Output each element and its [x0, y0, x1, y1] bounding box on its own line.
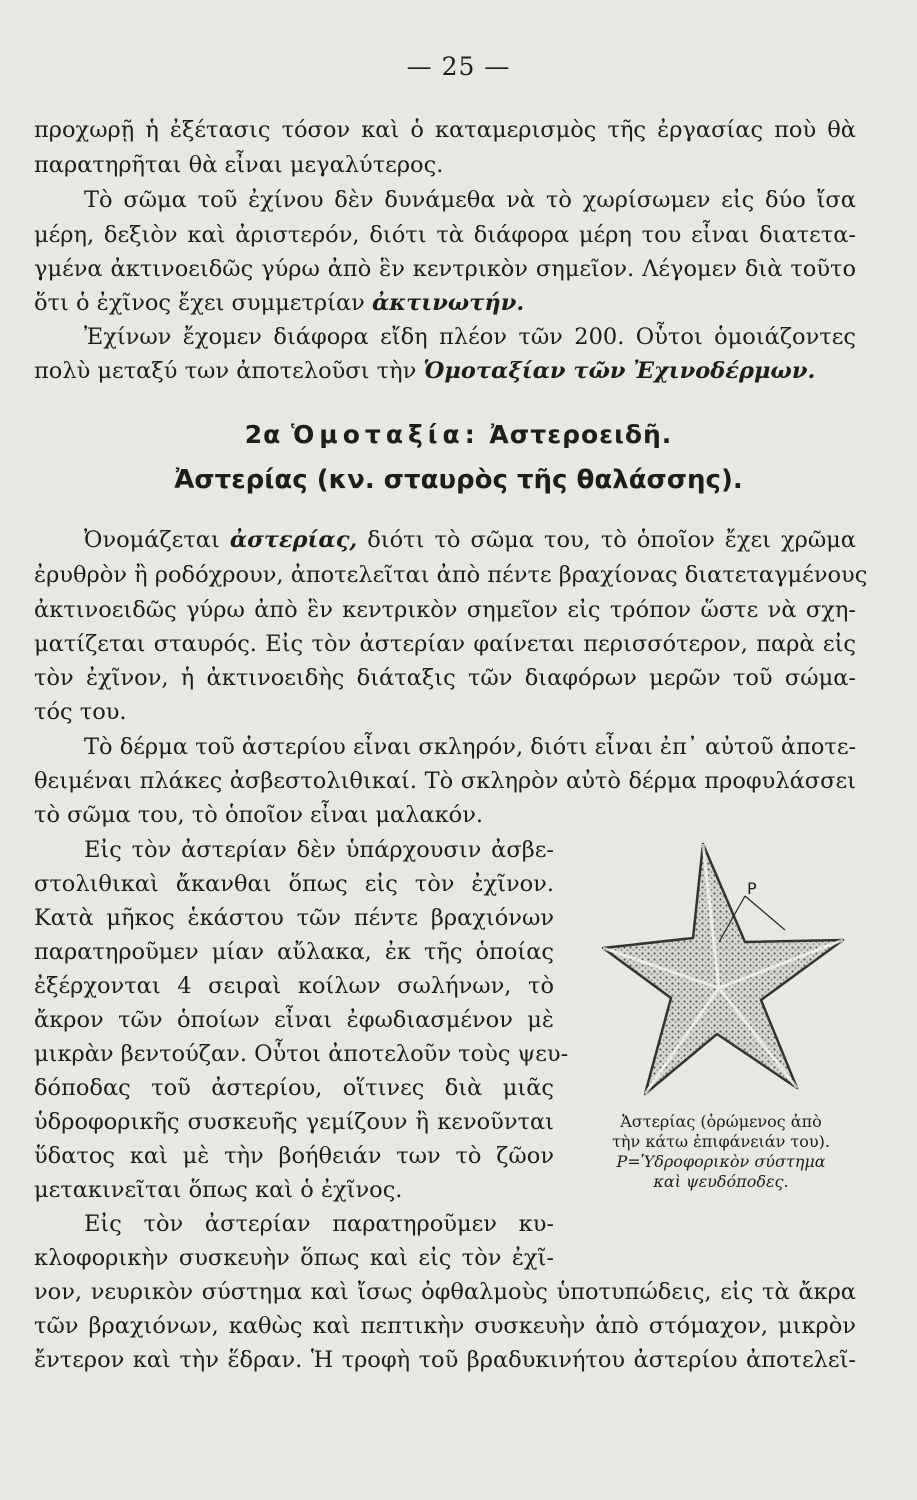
text-line: τῶν βραχιόνων, καθὼς καὶ πεπτικὴν συσκευὴν ἀπὸ στόμαχον, μικρὸν	[34, 1313, 856, 1339]
text-line: μέρη, δεξιὸν καὶ ἀριστερόν, διότι τὰ διάφορα μέρη του εἶναι διατετα-	[34, 222, 856, 248]
text-line: ὑδροφορικῆς συσκευῆς γεμίζουν ἢ κενοῦνται	[34, 1109, 554, 1135]
text-line: Εἰς τὸν ἀστερίαν παρατηροῦμεν κυ-	[84, 1211, 554, 1237]
text-line: γμένα ἀκτινοειδῶς γύρω ἀπὸ ἓν κεντρικὸν σημεῖον. Λέγομεν διὰ τοῦτο	[34, 256, 856, 282]
term-asterias: ἀστερίας,	[229, 527, 358, 553]
page-number: — 25 —	[406, 52, 511, 81]
section-subtitle: Ἀστερίας (κν. σταυρὸς τῆς θαλάσσης).	[174, 465, 743, 495]
figure-caption: Ἀστερίας (ὁρώμενος ἀπὸ	[620, 1112, 822, 1131]
text-line: μετακινεῖται ὅπως καὶ ὁ ἐχῖνος.	[34, 1177, 403, 1203]
text-line: ὕδατος καὶ μὲ τὴν βοήθειάν των τὸ ζῶον	[34, 1143, 554, 1169]
text-line: Ὀνομάζεται ἀστερίας, διότι τὸ σῶμα του, τὸ ὁποῖον ἔχει χρῶμα	[84, 527, 856, 553]
text-line: τὸν ἐχῖνον, ἡ ἀκτινοειδὴς διάταξις τῶν διαφόρων μερῶν τοῦ σώμα-	[34, 665, 856, 691]
text-line: μικρὰν βεντούζαν. Οὗτοι ἀποτελοῦν τοὺς ψευ-	[34, 1041, 569, 1067]
text-line: πολὺ μεταξύ των ἀποτελοῦσι τὴν Ὁμοταξίαν τῶν Ἐχινοδέρμων.	[34, 358, 816, 384]
text-line: δόποδας τοῦ ἀστερίου, οἵτινες διὰ μιᾶς	[34, 1075, 554, 1101]
text-line: τός του.	[34, 699, 127, 725]
term-aktinoti: ἀκτινωτήν.	[371, 290, 525, 316]
text-line: ἐξέρχονται 4 σειραὶ κοίλων σωλήνων, τὸ	[34, 973, 554, 999]
figure-caption: τὴν κάτω ἐπιφάνειάν του).	[612, 1132, 830, 1151]
pointer-line	[745, 896, 785, 930]
text-line: παρατηροῦμεν μίαν αὔλακα, ἐκ τῆς ὁποίας	[34, 939, 554, 965]
figure-caption: P=Ὑδροφορικὸν σύστημα	[616, 1152, 826, 1171]
text-line: προχωρῇ ἡ ἐξέτασις τόσον καὶ ὁ καταμερισμὸς τῆς ἐργασίας ποὺ θὰ	[34, 117, 856, 143]
figure-label-p: P	[747, 879, 757, 898]
text-line: ἄκρον τῶν ὁποίων εἶναι ἐφωδιασμένον μὲ	[34, 1007, 554, 1033]
text-line: Ἐχίνων ἔχομεν διάφορα εἴδη πλέον τῶν 200. Οὗτοι ὁμοιάζοντες	[84, 324, 856, 350]
text-line: παρατηρῆται θὰ εἶναι μεγαλύτερος.	[34, 152, 444, 178]
text-line: θειμέναι πλάκες ἀσβεστολιθικαί. Τὸ σκληρὸν αὐτὸ δέρμα προφυλάσσει	[34, 768, 856, 794]
section-heading: 2α Ὁμοταξία: Ἀστεροειδῆ.	[244, 420, 673, 449]
text-line: Τὸ σῶμα τοῦ ἐχίνου δὲν δυνάμεθα νὰ τὸ χωρίσωμεν εἰς δύο ἴσα	[84, 187, 856, 213]
text-line: ἀκτινοειδῶς γύρω ἀπὸ ἓν κεντρικὸν σημεῖον εἰς τρόπον ὥστε νὰ σχη-	[34, 597, 856, 623]
starfish-illustration	[575, 838, 855, 1108]
starfish-body	[603, 844, 843, 1094]
text-line: ἔντερον καὶ τὴν ἕδραν. Ἡ τροφὴ τοῦ βραδυκινήτου ἀστερίου ἀποτελεῖ-	[34, 1347, 856, 1373]
text-line: Εἰς τὸν ἀστερίαν δὲν ὑπάρχουσιν ἀσβε-	[84, 837, 554, 863]
text-line: νον, νευρικὸν σύστημα καὶ ἴσως ὀφθαλμοὺς ὑποτυπώδεις, εἰς τὰ ἄκρα	[34, 1279, 856, 1305]
text-line: ἐρυθρὸν ἢ ροδόχρουν, ἀποτελεῖται ἀπὸ πέντε βραχίονας διατεταγμένους	[34, 562, 868, 588]
term-echinoderms: Ὁμοταξίαν τῶν Ἐχινοδέρμων.	[423, 358, 816, 384]
figure-caption: καὶ ψευδόποδες.	[653, 1172, 789, 1191]
text-line: κλοφορικὴν συσκευὴν ὅπως καὶ εἰς τὸν ἐχῖ-	[34, 1245, 554, 1271]
text-line: Τὸ δέρμα τοῦ ἀστερίου εἶναι σκληρόν, διότι εἶναι ἐπ᾽ αὐτοῦ ἀποτε-	[84, 734, 857, 760]
text-line: ματίζεται σταυρός. Εἰς τὸν ἀστερίαν φαίνεται περισσότερον, παρὰ εἰς	[34, 631, 856, 657]
text-line: Κατὰ μῆκος ἑκάστου τῶν πέντε βραχιόνων	[34, 905, 554, 931]
text-line: τὸ σῶμα του, τὸ ὁποῖον εἶναι μαλακόν.	[34, 802, 484, 828]
text-line: στολιθικαὶ ἄκανθαι ὅπως εἰς τὸν ἐχῖνον.	[34, 871, 554, 897]
text-line: ὅτι ὁ ἐχῖνος ἔχει συμμετρίαν ἀκτινωτήν.	[34, 290, 525, 316]
